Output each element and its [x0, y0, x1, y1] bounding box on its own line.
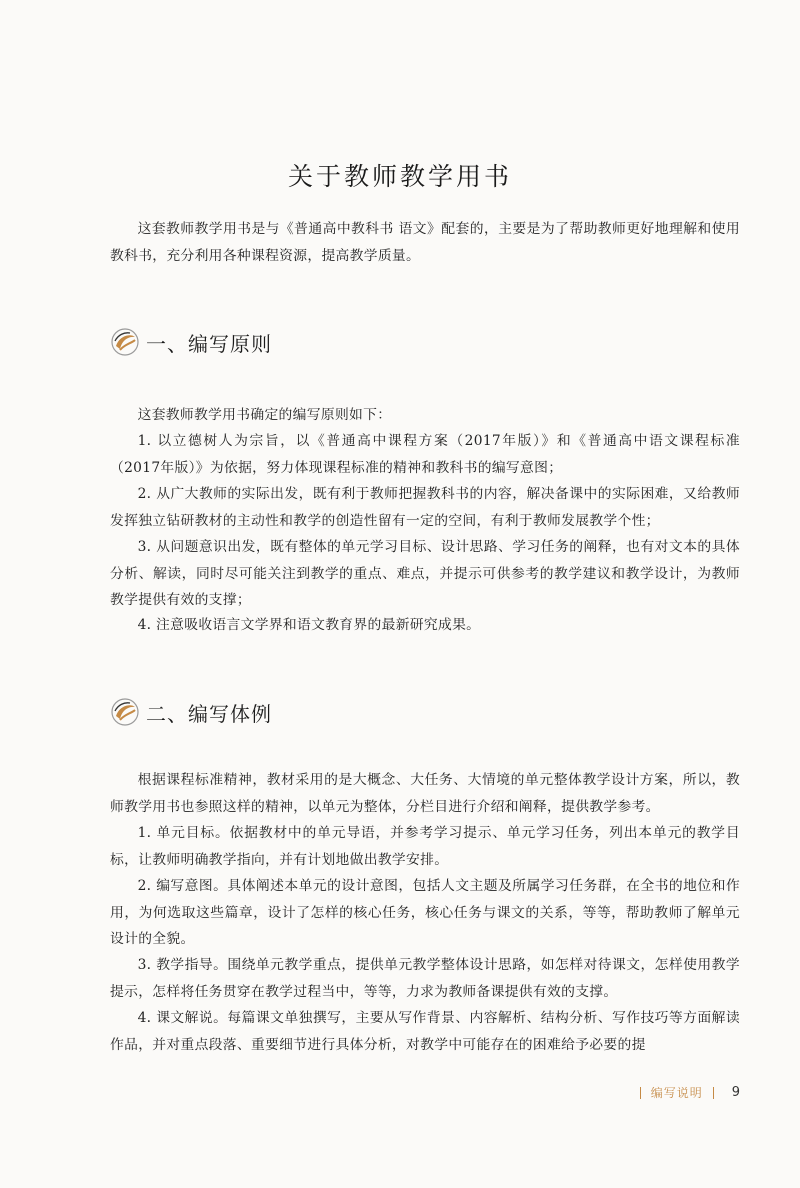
format-intro: 根据课程标准精神，教材采用的是大概念、大任务、大情境的单元整体教学设计方案，所以，教师教学用书也参照这样的精神，以单元为整体，分栏目进行介绍和阐释，提供教学参考。	[110, 772, 740, 815]
intro-paragraph: 这套教师教学用书是与《普通高中教科书 语文》配套的，主要是为了帮助教师更好地理解和使用教科书，充分利用各种课程资源，提高教学质量。	[110, 221, 740, 264]
footer-divider	[713, 1087, 714, 1099]
principles-intro: 这套教师教学用书确定的编写原则如下：	[137, 407, 392, 423]
footer-divider	[640, 1087, 641, 1099]
principle-item: 1. 以立德树人为宗旨，以《普通高中课程方案（2017年版）》和《普通高中语文课程标准（2017年版）》为依据，努力体现课程标准的精神和教科书的编写意图；	[110, 433, 740, 476]
principle-item: 2. 从广大教师的实际出发，既有利于教师把握教科书的内容，解决备课中的实际困难，又给教师发挥独立钻研教材的主动性和教学的创造性留有一定的空间，有利于教师发展教学个性；	[110, 486, 740, 529]
section-heading-principles	[110, 325, 272, 359]
format-item: 2. 编写意图。具体阐述本单元的设计意图，包括人文主题及所属学习任务群，在全书的地位和作用，为何选取这些篇章，设计了怎样的核心任务，核心任务与课文的关系，等等，帮助教师了解单元设计的全貌。	[110, 878, 740, 947]
page-number: 9	[731, 1085, 740, 1100]
format-item: 1. 单元目标。依据教材中的单元导语，并参考学习提示、单元学习任务，列出本单元的教学目标，让教师明确教学指向，并有计划地做出教学安排。	[110, 825, 740, 868]
section-title: 二、编写体例	[146, 701, 272, 726]
footer-section-label: 编写说明	[650, 1086, 703, 1100]
swirl-emblem-icon	[110, 697, 140, 727]
section-title: 一、编写原则	[146, 331, 272, 356]
format-item: 4. 课文解说。每篇课文单独撰写，主要从写作背景、内容解析、结构分析、写作技巧等方面解读作品，并对重点段落、重要细节进行具体分析，对教学中可能存在的困难给予必要的提	[110, 1010, 740, 1053]
section-heading-format	[110, 695, 272, 729]
page-footer	[630, 1084, 740, 1101]
swirl-emblem-icon	[110, 327, 140, 357]
principle-item: 4. 注意吸收语言文学界和语文教育界的最新研究成果。	[137, 617, 481, 633]
page-title: 关于教师教学用书	[287, 161, 512, 191]
format-item: 3. 教学指导。围绕单元教学重点，提供单元教学整体设计思路，如怎样对待课文，怎样使用教学提示，怎样将任务贯穿在教学过程当中，等等，力求为教师备课提供有效的支撑。	[110, 957, 740, 1000]
principle-item: 3. 从问题意识出发，既有整体的单元学习目标、设计思路、学习任务的阐释，也有对文本的具体分析、解读，同时尽可能关注到教学的重点、难点，并提示可供参考的教学建议和教学设计，为教师教学提供有效的支撑；	[110, 539, 740, 608]
